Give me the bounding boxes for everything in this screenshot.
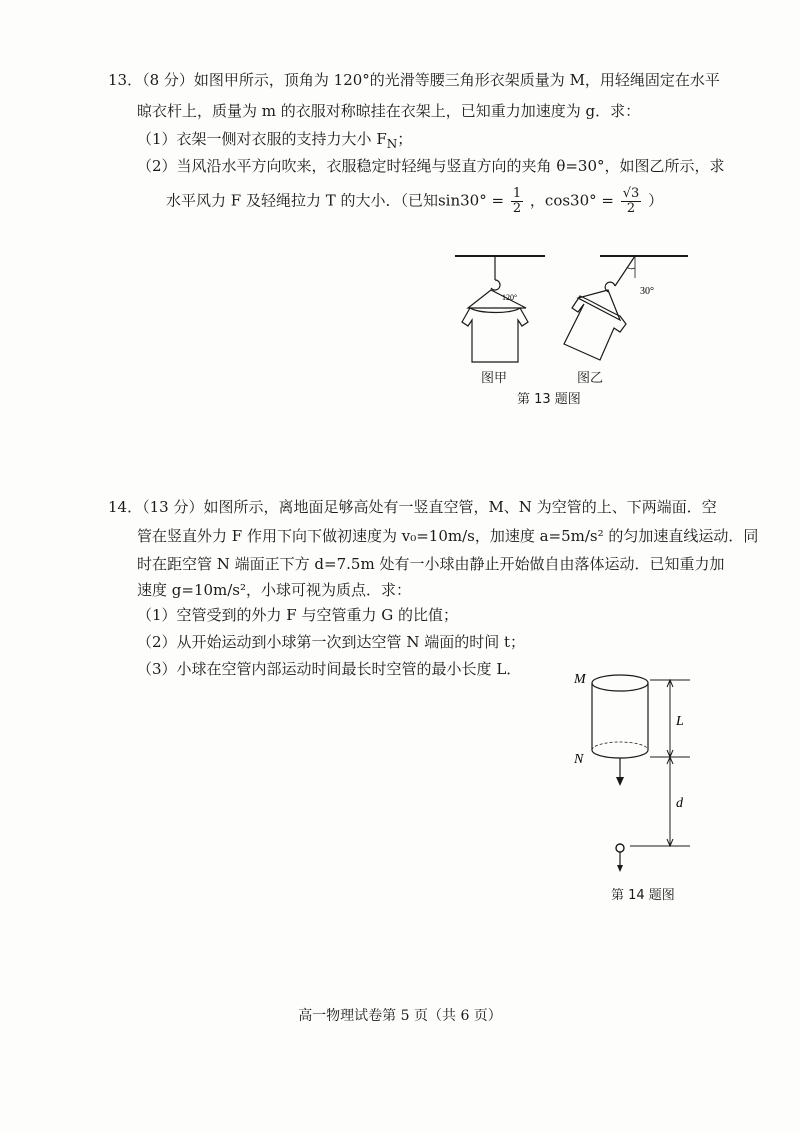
q13-part1-text: （1）衣架一侧对衣服的支持力大小 F	[137, 130, 387, 148]
ball	[616, 844, 624, 852]
q14-figure	[560, 665, 700, 880]
ball-arrow-head	[617, 865, 623, 872]
q13-part1	[137, 129, 412, 154]
q13-part2b	[166, 187, 663, 216]
tube-arrow-head	[616, 777, 624, 786]
q14-line3: 时在距空管 N 端面正下方 d=7.5m 处有一小球由静止开始做自由落体运动．已知重力加	[137, 555, 725, 573]
q13-part2: （2）当风沿水平方向吹来，衣服稳定时轻绳与竖直方向的夹角 θ=30°，如图乙所示，求	[137, 157, 725, 175]
fraction-half	[511, 187, 523, 216]
label-d: d	[676, 796, 683, 811]
tube-bottom-back	[592, 742, 648, 750]
q13-line1: 13．（8 分）如图甲所示，顶角为 120°的光滑等腰三角形衣架质量为 M，用轻绳固定在水平	[108, 71, 720, 89]
shirt-a	[462, 308, 528, 362]
fraction-sqrt3-half	[621, 187, 642, 216]
fig-label-jia: 图甲	[481, 371, 508, 386]
q14-caption: 第 14 题图	[611, 888, 675, 903]
q13-line2: 晾衣杆上，质量为 m 的衣服对称晾挂在衣架上，已知重力加速度为 g．求：	[137, 102, 641, 120]
frac1-den: 2	[512, 201, 522, 216]
q14-part3: （3）小球在空管内部运动时间最长时空管的最小长度 L．	[137, 660, 522, 678]
frac2-den: 2	[626, 201, 636, 216]
frac1-num: 1	[512, 186, 522, 201]
angle-30-label: 30°	[640, 286, 654, 297]
q14-line4: 速度 g=10m/s²，小球可视为质点．求：	[137, 581, 412, 599]
rope-b	[615, 256, 635, 286]
q14-line2: 管在竖直外力 F 作用下向下做初速度为 v₀=10m/s，加速度 a=5m/s² 的匀加速直线运动．同	[137, 527, 759, 545]
q14-part1: （1）空管受到的外力 F 与空管重力 G 的比值；	[137, 606, 459, 624]
q13-part1-end: ；	[397, 130, 413, 148]
q13-part2b-text: 水平风力 F 及轻绳拉力 T 的大小．（已知sin30° =	[166, 191, 505, 210]
fig-label-yi: 图乙	[577, 371, 604, 386]
label-M: M	[574, 672, 586, 687]
cos-text: ，cos30° =	[529, 191, 614, 210]
q14-part2: （2）从开始运动到小球第一次到达空管 N 端面的时间 t；	[137, 633, 526, 651]
page-footer: 高一物理试卷第 5 页（共 6 页）	[298, 1008, 502, 1024]
shirt-b	[564, 296, 626, 360]
q13-close: ）	[648, 191, 664, 210]
label-L: L	[676, 714, 684, 729]
label-N: N	[574, 752, 584, 767]
angle-120-label: 120°	[502, 293, 518, 302]
frac2-num: √3	[622, 186, 640, 201]
q13-caption: 第 13 题图	[517, 392, 581, 407]
tube-top-ellipse	[592, 675, 648, 691]
hanger-a	[468, 290, 526, 308]
q14-line1: 14．（13 分）如图所示，离地面足够高处有一竖直空管，M、N 为空管的上、下两端面．空	[108, 498, 717, 516]
q13-part1-sub: N	[386, 137, 398, 151]
hook-a	[491, 280, 500, 290]
tube-bottom-front	[592, 750, 648, 758]
